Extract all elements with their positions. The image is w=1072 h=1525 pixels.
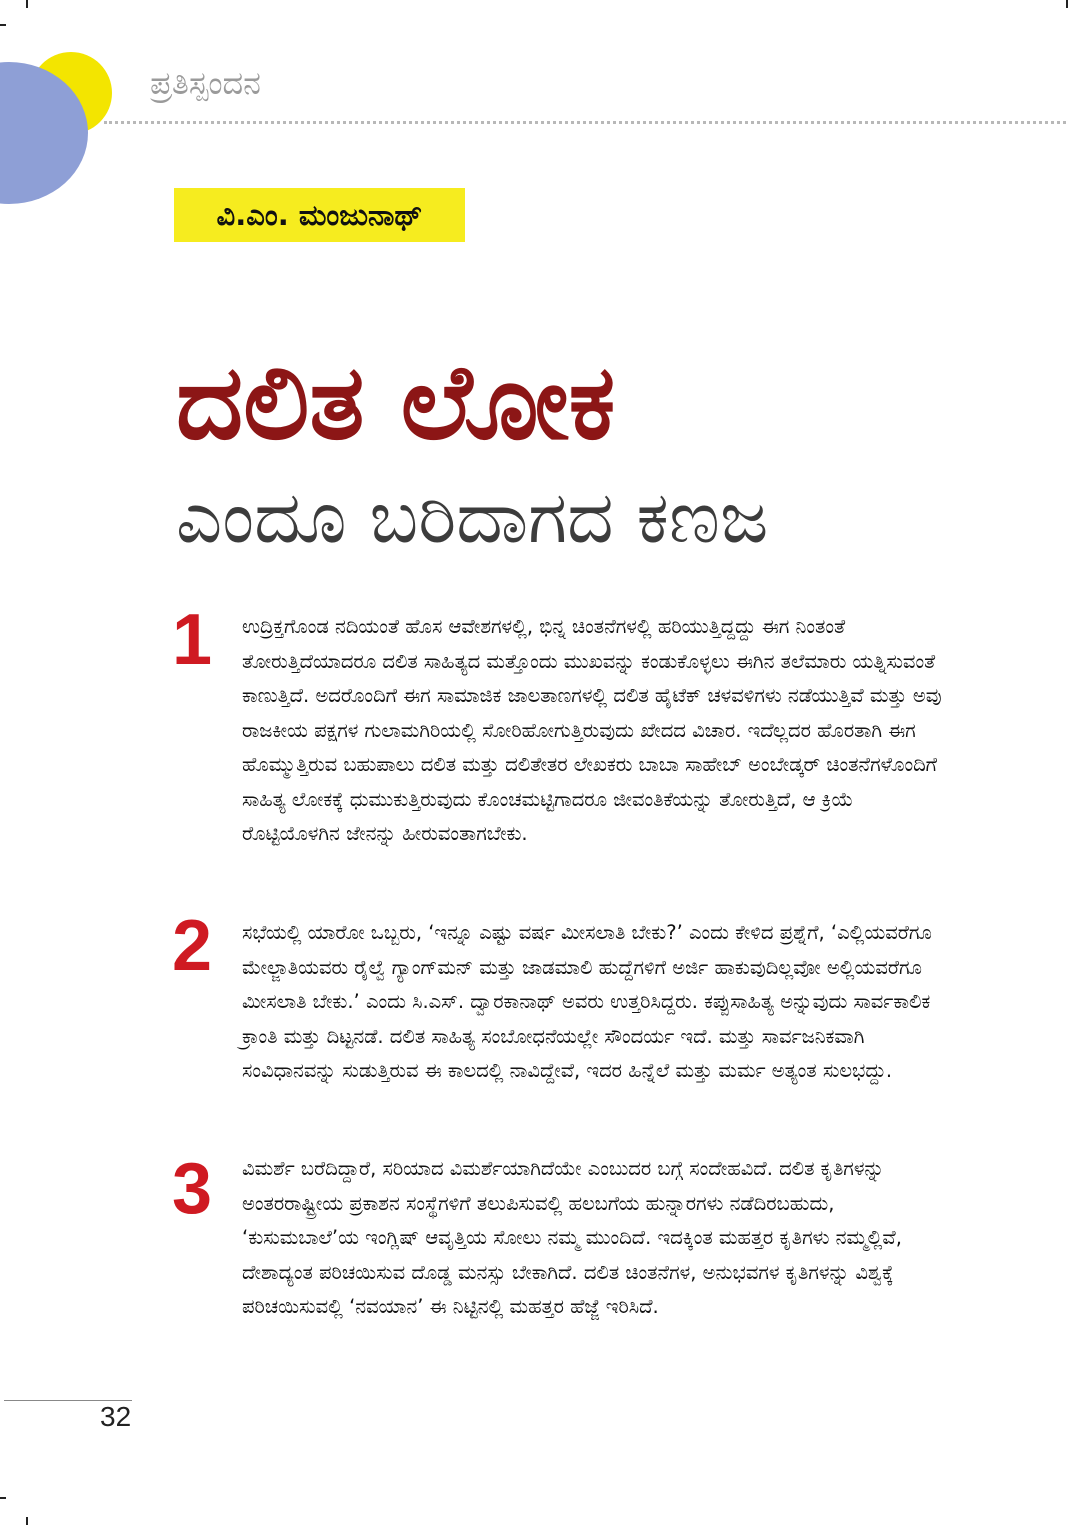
crop-mark-left-bottom <box>0 1497 6 1499</box>
point-number: 2 <box>172 906 213 986</box>
headline-title: ದಲಿತ ಲೋಕ <box>176 341 616 463</box>
crop-mark-bottom-left <box>26 1517 28 1525</box>
point-paragraph: ಸಭೆಯಲ್ಲಿ ಯಾರೋ ಒಬ್ಬರು, ‘ಇನ್ನೂ ಎಷ್ಟು ವರ್ಷ ಮೀಸಲಾತಿ ಬೇಕು?’ ಎಂದು ಕೇಳಿದ ಪ್ರಶ್ನೆಗೆ, ‘ಎಲ್ಲಿಯವರೆಗೂ ಮೇಲ್ಜಾತಿಯವರು ರೈಲ್ವೆ ಗ್ಯಾಂಗ್‌ಮನ್ ಮತ್ತು ಜಾಡಮಾಲಿ ಹುದ್ದೆಗಳಿಗೆ ಅರ್ಜಿ ಹಾಕುವುದಿಲ್ಲವೋ ಅಲ್ಲಿಯವರೆಗೂ ಮೀಸಲಾತಿ ಬೇಕು.’ ಎಂದು ಸಿ.ಎಸ್. ದ್ವಾರಕಾನಾಥ್ ಅವರು ಉತ್ತರಿಸಿದ್ದರು. ಕಪ್ಪುಸಾಹಿತ್ಯ ಅನ್ನುವುದು ಸಾರ್ವಕಾಲಿಕ ಕ್ರಾಂತಿ ಮತ್ತು ದಿಟ್ಟನಡೆ. ದಲಿತ ಸಾಹಿತ್ಯ ಸಂಬೋಧನೆಯಲ್ಲೇ ಸೌಂದರ್ಯ ಇದೆ. ಮತ್ತು ಸಾರ್ವಜನಿಕವಾಗಿ ಸಂವಿಧಾನವನ್ನು ಸುಡುತ್ತಿರುವ ಈ ಕಾಲದಲ್ಲಿ ನಾವಿದ್ದೇವೆ, ಇದರ ಹಿನ್ನೆಲೆ ಮತ್ತು ಮರ್ಮ ಅತ್ಯಂತ ಸುಲಭದ್ದು. <box>242 921 932 1082</box>
point-number: 3 <box>172 1149 213 1229</box>
point-number: 1 <box>172 600 213 680</box>
author-name: ವಿ.ಎಂ. ಮಂಜುನಾಥ್ <box>216 197 423 232</box>
dotted-divider <box>104 121 1066 124</box>
point-paragraph: ವಿಮರ್ಶೆ ಬರೆದಿದ್ದಾರೆ, ಸರಿಯಾದ ವಿಮರ್ಶೆಯಾಗಿದೆಯೇ ಎಂಬುದರ ಬಗ್ಗೆ ಸಂದೇಹವಿದೆ. ದಲಿತ ಕೃತಿಗಳನ್ನು ಅಂತರರಾಷ್ಟ್ರೀಯ ಪ್ರಕಾಶನ ಸಂಸ್ಥೆಗಳಿಗೆ ತಲುಪಿಸುವಲ್ಲಿ ಹಲಬಗೆಯ ಹುನ್ನಾರಗಳು ನಡೆದಿರಬಹುದು, ‘ಕುಸುಮಬಾಲೆ’ಯ ಇಂಗ್ಲಿಷ್ ಆವೃತ್ತಿಯ ಸೋಲು ನಮ್ಮ ಮುಂದಿದೆ. ಇದಕ್ಕಿಂತ ಮಹತ್ತರ ಕೃತಿಗಳು ನಮ್ಮಲ್ಲಿವೆ, ದೇಶಾದ್ಯಂತ ಪರಿಚಯಿಸುವ ದೊಡ್ಡ ಮನಸ್ಸು ಬೇಕಾಗಿದೆ. ದಲಿತ ಚಿಂತನೆಗಳ, ಅನುಭವಗಳ ಕೃತಿಗಳನ್ನು ವಿಶ್ವಕ್ಕೆ ಪರಿಚಯಿಸುವಲ್ಲಿ ‘ನವಯಾನ’ ಈ ನಿಟ್ಟಿನಲ್ಲಿ ಮಹತ್ತರ ಹೆಜ್ಜೆ ಇರಿಸಿದೆ. <box>242 1157 902 1318</box>
author-byline <box>174 188 465 242</box>
crop-mark-top-right <box>1066 0 1068 8</box>
section-label: ಪ್ರತಿಸ್ಪಂದನ <box>150 64 261 102</box>
crop-mark-top-left <box>26 0 28 8</box>
page-number: 32 <box>100 1401 132 1432</box>
point-paragraph: ಉದ್ರಿಕ್ತಗೊಂಡ ನದಿಯಂತೆ ಹೊಸ ಆವೇಶಗಳಲ್ಲಿ, ಭಿನ್ನ ಚಿಂತನೆಗಳಲ್ಲಿ ಹರಿಯುತ್ತಿದ್ದದ್ದು ಈಗ ನಿಂತಂತೆ ತೋರುತ್ತಿದೆಯಾದರೂ ದಲಿತ ಸಾಹಿತ್ಯದ ಮತ್ತೊಂದು ಮುಖವನ್ನು ಕಂಡುಕೊಳ್ಳಲು ಈಗಿನ ತಲೆಮಾರು ಯತ್ನಿಸುವಂತೆ ಕಾಣುತ್ತಿದೆ. ಅದರೊಂದಿಗೆ ಈಗ ಸಾಮಾಜಿಕ ಜಾಲತಾಣಗಳಲ್ಲಿ ದಲಿತ ಹೈಟೆಕ್ ಚಳವಳಿಗಳು ನಡೆಯುತ್ತಿವೆ ಮತ್ತು ಅವು ರಾಜಕೀಯ ಪಕ್ಷಗಳ ಗುಲಾಮಗಿರಿಯಲ್ಲಿ ಸೋರಿಹೋಗುತ್ತಿರುವುದು ಖೇದದ ವಿಚಾರ. ಇದೆಲ್ಲದರ ಹೊರತಾಗಿ ಈಗ ಹೊಮ್ಮುತ್ತಿರುವ ಬಹುಪಾಲು ದಲಿತ ಮತ್ತು ದಲಿತೇತರ ಲೇಖಕರು ಬಾಬಾ ಸಾಹೇಬ್ ಅಂಬೇಡ್ಕರ್ ಚಿಂತನೆಗಳೊಂದಿಗೆ ಸಾಹಿತ್ಯ ಲೋಕಕ್ಕೆ ಧುಮುಕುತ್ತಿರುವುದು ಕೊಂಚಮಟ್ಟಿಗಾದರೂ ಜೀವಂತಿಕೆಯನ್ನು ತೋರುತ್ತಿದೆ, ಆ ಕ್ರಿಯೆ ರೊಟ್ಟಿಯೊಳಗಿನ ಜೇನನ್ನು ಹೀರುವಂತಾಗಬೇಕು. <box>242 615 942 845</box>
crop-mark-left-top <box>0 24 6 26</box>
headline-subtitle: ಎಂದೂ ಬರಿದಾಗದ ಕಣಜ <box>176 475 769 559</box>
